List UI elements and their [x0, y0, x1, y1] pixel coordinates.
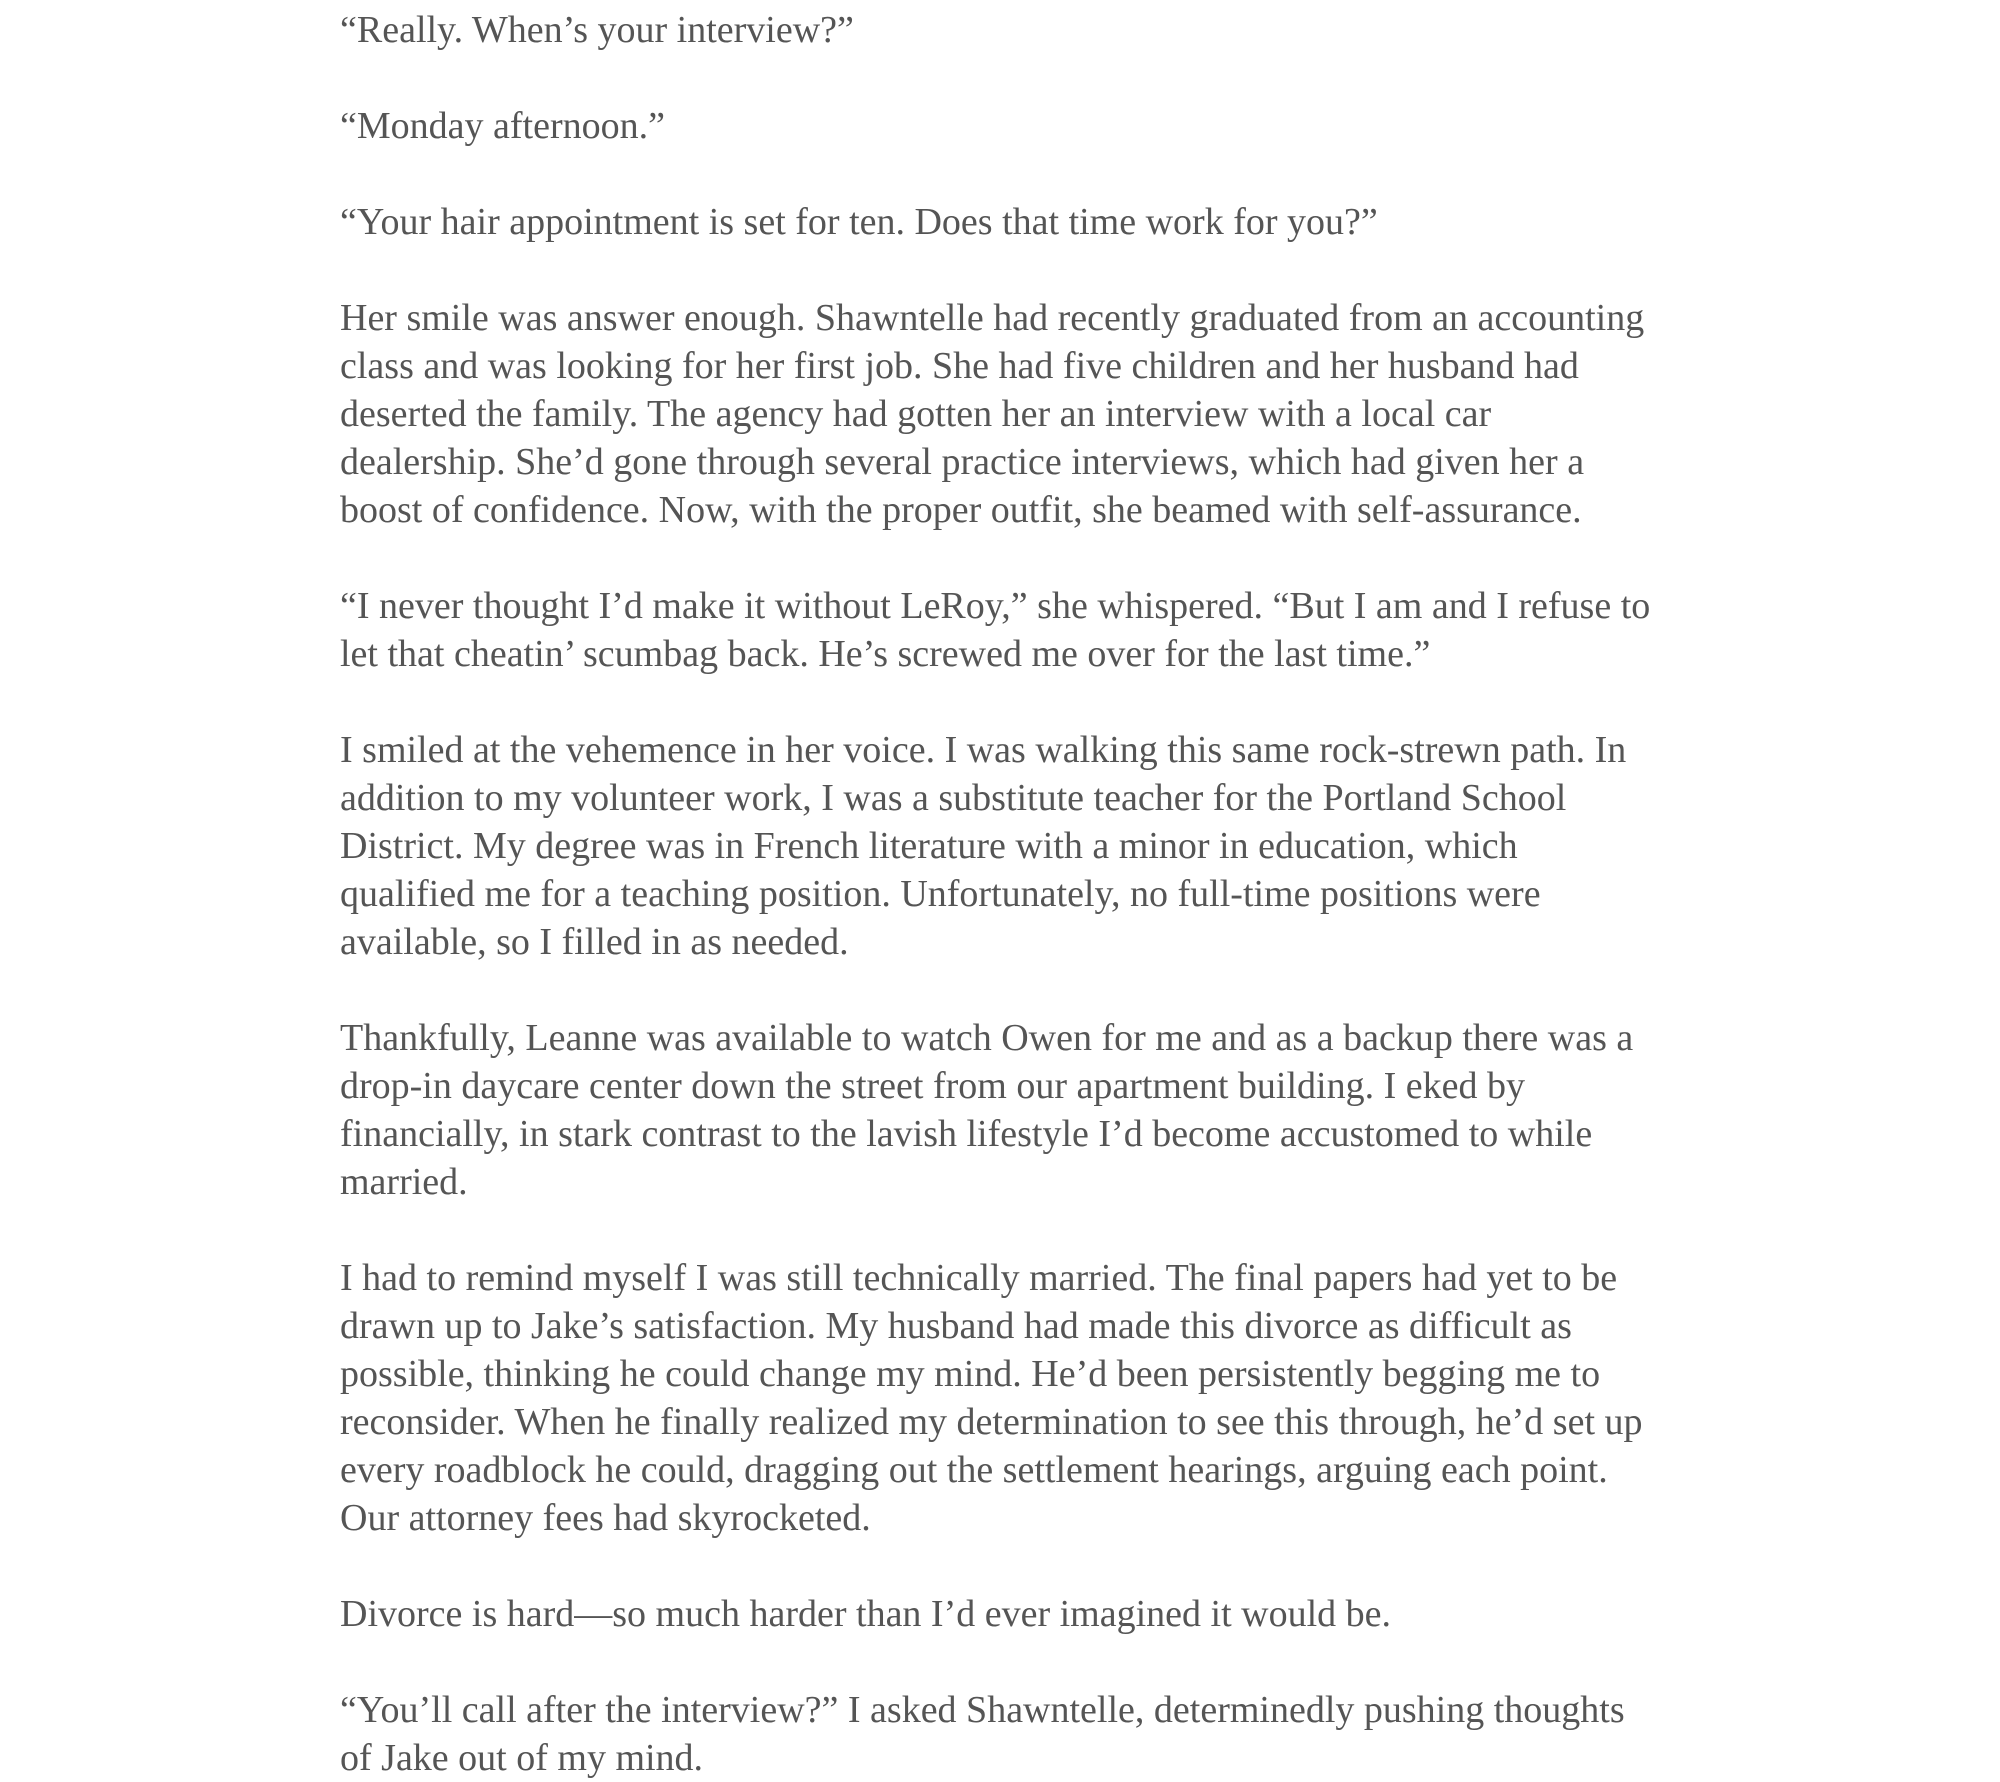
paragraph-10: “You’ll call after the interview?” I asked Shawntelle, determinedly pushing thoughts of Jake out of my mind. — [340, 1689, 1625, 1779]
paragraph-6: I smiled at the vehemence in her voice. I was walking this same rock-strewn path. In addition to my volunteer work, I was a substitute teacher for the Portland School District. My degree was in French literature with a minor in education, which qualified me for a teaching position. Unfortunately, no full-time positions were available, so I filled in as needed. — [340, 729, 1627, 963]
paragraph-4: Her smile was answer enough. Shawntelle had recently graduated from an accounting class and was looking for her first job. She had five children and her husband had deserted the family. The agency had gotten her an interview with a local car dealership. She’d gone through several practice interviews, which had given her a boost of confidence. Now, with the proper outfit, she beamed with self-assurance. — [340, 297, 1645, 531]
paragraph-9: Divorce is hard—so much harder than I’d ever imagined it would be. — [340, 1593, 1392, 1635]
paragraph-3: “Your hair appointment is set for ten. Does that time work for you?” — [340, 201, 1378, 243]
paragraph-7: Thankfully, Leanne was available to watch Owen for me and as a backup there was a drop-in daycare center down the street from our apartment building. I eked by financially, in stark contrast to the lavish lifestyle I’d become accustomed to while married. — [340, 1017, 1634, 1203]
paragraph-2: “Monday afternoon.” — [340, 105, 665, 147]
paragraph-1: “Really. When’s your interview?” — [340, 9, 854, 51]
document-page — [340, 0, 1700, 1782]
paragraph-8: I had to remind myself I was still technically married. The final papers had yet to be drawn up to Jake’s satisfaction. My husband had made this divorce as difficult as possible, thinking he could change my mind. He’d been persistently begging me to reconsider. When he finally realized my determination to see this through, he’d set up every roadblock he could, dragging out the settlement hearings, arguing each point. Our attorney fees had skyrocketed. — [340, 1257, 1643, 1539]
paragraph-5: “I never thought I’d make it without LeRoy,” she whispered. “But I am and I refuse to let that cheatin’ scumbag back. He’s screwed me over for the last time.” — [340, 585, 1651, 675]
